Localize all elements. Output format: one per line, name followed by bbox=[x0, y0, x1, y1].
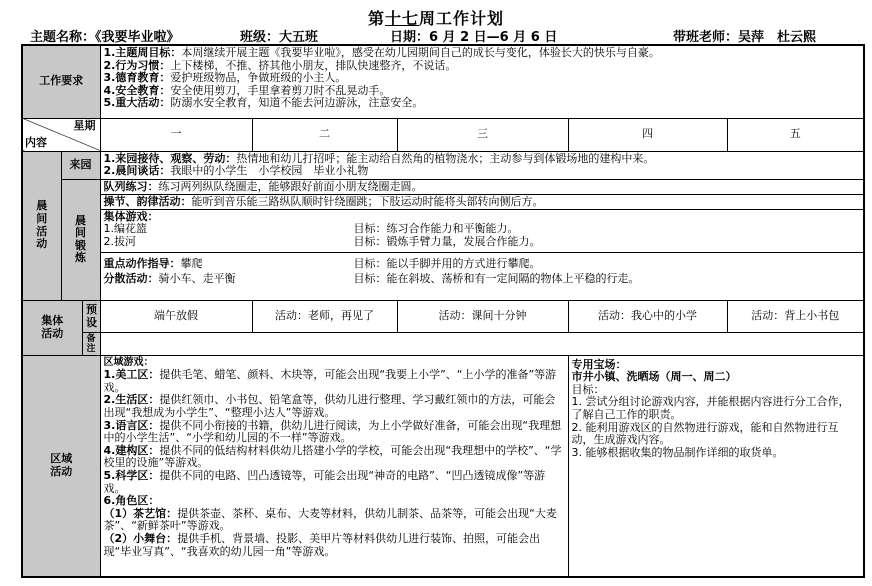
arrival-label: 来园 bbox=[61, 151, 100, 179]
weekday-thu: 四 bbox=[568, 118, 727, 151]
zone-item: （2）小舞台：提供手机、背景墙、投影、美甲片等材料供幼儿进行装饰、拍照，可能会出现“毕业写真”、“我喜欢的幼儿园一角”等游戏。 bbox=[103, 532, 541, 558]
weekday-corner-cell: 星期 内容 bbox=[22, 118, 100, 151]
note-content bbox=[100, 332, 864, 355]
weekday-header-row bbox=[22, 118, 864, 151]
theme-name: 主题名称：《我要毕业啦》 bbox=[30, 30, 180, 45]
group-activity-fri: 活动：背上小书包 bbox=[727, 300, 864, 332]
req-line: 1.主题周目标：本周继续开展主题《我要毕业啦》，感受在幼儿园期间自己的成长与变化，体验长大的快乐与自豪。 bbox=[103, 46, 660, 59]
special-goal: 3. 能够根据收集的物品制作详细的取货单。 bbox=[571, 445, 784, 459]
req-line: 3.德育教育：爱护班级物品，争做班级的小主人。 bbox=[103, 71, 347, 85]
zone-item: 6.角色区： bbox=[103, 494, 160, 508]
zone-item: 1.美工区：提供毛笔、蜡笔、颜料、木块等，可能会出现“我要上小学”、“上小学的准备”等游戏。 bbox=[103, 368, 557, 394]
weekday-wed: 三 bbox=[397, 118, 568, 151]
group-activity-mon: 端午放假 bbox=[100, 300, 252, 332]
teachers: 带班老师：吴萍 杜云熙 bbox=[673, 30, 817, 45]
weekday-fri: 五 bbox=[727, 118, 864, 151]
class-name: 班级：大五班 bbox=[240, 30, 319, 45]
header-meta bbox=[30, 26, 860, 44]
group-activity-label: 集体活动 bbox=[22, 300, 82, 355]
week-number: 十七 bbox=[384, 9, 419, 28]
req-line: 2.行为习惯：上下楼梯，不推、挤其他小朋友，排队快速整齐，不说话。 bbox=[103, 58, 457, 72]
note-label: 备注 bbox=[82, 332, 100, 355]
zones-content: 区域游戏： 1.美工区：提供毛笔、蜡笔、颜料、木块等，可能会出现“我要上小学”、“上小学的准备”等游戏。 2.生活区：提供红领巾、小书包、铅笔盒等，供幼儿进行整理、学习戴红领巾的方法，可能会出现“我想成为小学生”、“整理小达人”等游戏。 3.语言区：提供不同小衔接的书籍，供幼儿进行阅读，为上小学做好准备，可能会出现“我理想中的小学生活”、“小学和幼儿园的不一样”等游戏。 4.建构区：提供不同的低结构材料供幼儿搭建小学的学校，可能会出现“我理想中的学校”、“学校里的设施”等游戏。 5.科学区：提供不同的电路、凹凸透镜等，可能会出现“神奇的电路”、“凹凸透镜成像”等游戏。 6.角色区： （1）茶艺馆：提供茶壶、茶杯、桌布、大麦等材料，供幼儿制茶、品茶等，可能会出现“大麦茶”、“新鲜茶叶”等游戏。 （2）小舞台：提供手机、背景墙、投影、美甲片等材料供幼儿进行装饰、拍照，可能会出现“毕业写真”、“我喜欢的幼儿园一角”等游戏。 bbox=[100, 355, 568, 577]
group-note-row bbox=[22, 332, 864, 355]
date-range: 日期：6 月 2 日—6 月 6 日 bbox=[390, 30, 558, 45]
req-line: 4.安全教育：安全使用剪刀，手里拿着剪刀时不乱晃动手。 bbox=[103, 83, 391, 97]
requirements-row bbox=[22, 45, 864, 118]
group-activity-wed: 活动：课间十分钟 bbox=[397, 300, 568, 332]
group-activity-tue: 活动：老师，再见了 bbox=[252, 300, 397, 332]
zone-item: 2.生活区：提供红领巾、小书包、铅笔盒等，供幼儿进行整理、学习戴红领巾的方法，可能会出现“我想成为小学生”、“整理小达人”等游戏。 bbox=[103, 393, 556, 420]
weekly-plan-table bbox=[21, 44, 865, 578]
special-venue-content: 专用宝场： 市井小镇、洗晒场（周一、周二） 目标： 1. 尝试分组讨论游戏内容，并能根据内容进行分工合作，了解自己工作的职责。 2. 能利用游戏区的自然物进行游戏，能和自然物进行互动，生成游戏内容。 3. 能够根据收集的物品制作详细的取货单。 bbox=[568, 355, 864, 577]
page-title: 第十七周工作计划 bbox=[367, 9, 505, 28]
arrival-row bbox=[22, 151, 864, 179]
special-goal: 2. 能利用游戏区的自然物进行游戏，能和自然物进行互动，生成游戏内容。 bbox=[571, 420, 839, 447]
special-goal: 1. 尝试分组讨论游戏内容，并能根据内容进行分工合作，了解自己工作的职责。 bbox=[571, 395, 850, 422]
zone-item: 4.建构区：提供不同的低结构材料供幼儿搭建小学的学校，可能会出现“我理想中的学校”、“学校里的设施”等游戏。 bbox=[103, 443, 562, 470]
requirements-content bbox=[100, 45, 864, 118]
plan-label: 预设 bbox=[82, 300, 100, 332]
exercise-label: 晨间锻炼 bbox=[61, 179, 100, 300]
requirements-label: 工作要求 bbox=[22, 45, 100, 118]
zone-item: 5.科学区：提供不同的电路、凹凸透镜等，可能会出现“神奇的电路”、“凹凸透镜成像”等游戏。 bbox=[103, 469, 546, 495]
zones-label: 区域活动 bbox=[22, 355, 100, 577]
morning-activity-label: 晨间活动 bbox=[22, 151, 61, 300]
zone-item: （1）茶艺馆：提供茶壶、茶杯、桌布、大麦等材料，供幼儿制茶、品茶等，可能会出现“大麦茶”、“新鲜茶叶”等游戏。 bbox=[103, 506, 557, 533]
req-line: 5.重大活动：防溺水安全教育，知道不能去河边游泳，注意安全。 bbox=[103, 96, 424, 110]
zones-row bbox=[22, 355, 864, 577]
exercise-content: 队列练习：练习两列纵队绕圈走，能够跟好前面小朋友绕圈走圆。 操节、韵律活动：能听到音乐能三路纵队顺时针绕圈跳；下肢运动时能将头部转向侧后方。 集体游戏： 1.编花篮 目标：练习合作能力和平衡能力。 2.拔河 目标：锻炼手臂力量，发展合作能力。 重点动作指导：攀爬 目标：能以手脚并用的方式进行攀爬。 分散活动：骑小车、走平衡 目标：能在斜坡、荡桥和有一定间隔的物体上平稳的行走。 bbox=[100, 179, 864, 300]
arrival-content: 1.来园接待、观察、劳动：热情地和幼儿打招呼；能主动给自然角的植物浇水；主动参与到体锻场地的建构中来。 2.晨间谈话：我眼中的小学生 小学校园 毕业小礼物 bbox=[100, 151, 864, 179]
group-activity-thu: 活动：我心中的小学 bbox=[568, 300, 727, 332]
zone-item: 3.语言区：提供不同小衔接的书籍，供幼儿进行阅读，为上小学做好准备，可能会出现“我理想中的小学生活”、“小学和幼儿园的不一样”等游戏。 bbox=[103, 418, 562, 445]
weekday-mon: 一 bbox=[100, 118, 252, 151]
group-plan-row bbox=[22, 300, 864, 332]
exercise-row bbox=[22, 179, 864, 300]
weekday-tue: 二 bbox=[252, 118, 397, 151]
